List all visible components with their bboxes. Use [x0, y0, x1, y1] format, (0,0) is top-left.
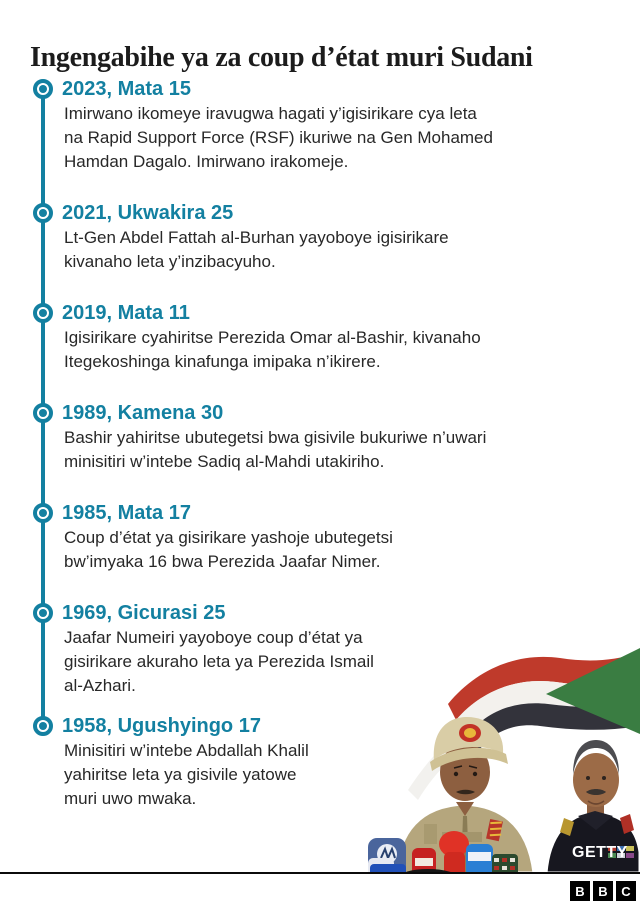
entry-body — [62, 739, 615, 811]
bbc-logo — [570, 881, 636, 901]
photo-credit: GETTY — [572, 844, 628, 861]
entry-date: 1969, Gicurasi 25 — [62, 602, 226, 624]
entry-body-line: yahiritse leta ya gisivile yatowe — [64, 765, 297, 784]
bullet-dot-icon — [39, 509, 47, 517]
timeline-bullet-icon — [33, 716, 53, 736]
timeline-entry-1989 — [30, 400, 615, 474]
bbc-logo-block: B — [570, 881, 590, 901]
timeline-entry-2019 — [30, 300, 615, 374]
entry-body-line: Igisirikare cyahiritse Perezida Omar al-Bashir, kivanaho — [64, 328, 481, 347]
bullet-dot-icon — [39, 309, 47, 317]
entry-body — [62, 102, 615, 174]
timeline-entry-2021 — [30, 200, 615, 274]
entry-date: 2019, Mata 11 — [62, 302, 190, 324]
entry-body — [62, 626, 615, 698]
bullet-dot-icon — [39, 409, 47, 417]
bbc-logo-block: B — [593, 881, 613, 901]
timeline-entry-1969 — [30, 600, 615, 698]
bullet-dot-icon — [39, 609, 47, 617]
timeline-bullet-icon — [33, 79, 53, 99]
entry-body-line: Hamdan Dagalo. Imirwano irakomeje. — [64, 152, 349, 171]
bullet-dot-icon — [39, 85, 47, 93]
timeline-entry-2023 — [30, 76, 615, 174]
timeline-bullet-icon — [33, 403, 53, 423]
footer-divider — [0, 872, 640, 874]
entry-body — [62, 526, 615, 574]
timeline-bullet-icon — [33, 203, 53, 223]
timeline-entry-1985 — [30, 500, 615, 574]
entry-body-line: Itegekoshinga kinafunga imipaka n’ikirere. — [64, 352, 381, 371]
entry-body — [62, 326, 615, 374]
bullet-dot-icon — [39, 722, 47, 730]
entry-date: 2021, Ukwakira 25 — [62, 202, 234, 224]
page-title: Ingengabihe ya za coup d’état muri Sudani — [30, 41, 533, 73]
entry-body-line: Minisitiri w’intebe Abdallah Khalil — [64, 741, 309, 760]
timeline-bullet-icon — [33, 303, 53, 323]
entry-date: 1985, Mata 17 — [62, 502, 191, 524]
timeline-bullet-icon — [33, 503, 53, 523]
bbc-logo-block: C — [616, 881, 636, 901]
entry-body-line: na Rapid Support Force (RSF) ikuriwe na Gen Mohamed — [64, 128, 493, 147]
entry-body-line: al-Azhari. — [64, 676, 136, 695]
entry-body-line: Jaafar Numeiri yayoboye coup d’état ya — [64, 628, 363, 647]
entry-body-line: Coup d’état ya gisirikare yashoje ubutegetsi — [64, 528, 393, 547]
entry-body-line: gisirikare akuraho leta ya Perezida Ismail — [64, 652, 374, 671]
entry-date: 2023, Mata 15 — [62, 78, 191, 100]
entry-date: 1989, Kamena 30 — [62, 402, 224, 424]
timeline-bullet-icon — [33, 603, 53, 623]
entry-body-line: Imirwano ikomeye iravugwa hagati y’igisirikare cya leta — [64, 104, 477, 123]
entry-body-line: Lt-Gen Abdel Fattah al-Burhan yayoboye igisirikare — [64, 228, 449, 247]
entry-date: 1958, Ugushyingo 17 — [62, 715, 261, 737]
entry-body — [62, 426, 615, 474]
timeline — [30, 76, 615, 837]
entry-body-line: kivanaho leta y’inzibacyuho. — [64, 252, 276, 271]
bullet-dot-icon — [39, 209, 47, 217]
entry-body-line: minisitiri w’intebe Sadiq al-Mahdi utakiriho. — [64, 452, 385, 471]
timeline-entry-1958 — [30, 713, 615, 811]
entry-body-line: Bashir yahiritse ubutegetsi bwa gisivile bukuriwe n’uwari — [64, 428, 487, 447]
entry-body-line: bw’imyaka 16 bwa Perezida Jaafar Nimer. — [64, 552, 381, 571]
entry-body — [62, 226, 615, 274]
entry-body-line: muri uwo mwaka. — [64, 789, 197, 808]
